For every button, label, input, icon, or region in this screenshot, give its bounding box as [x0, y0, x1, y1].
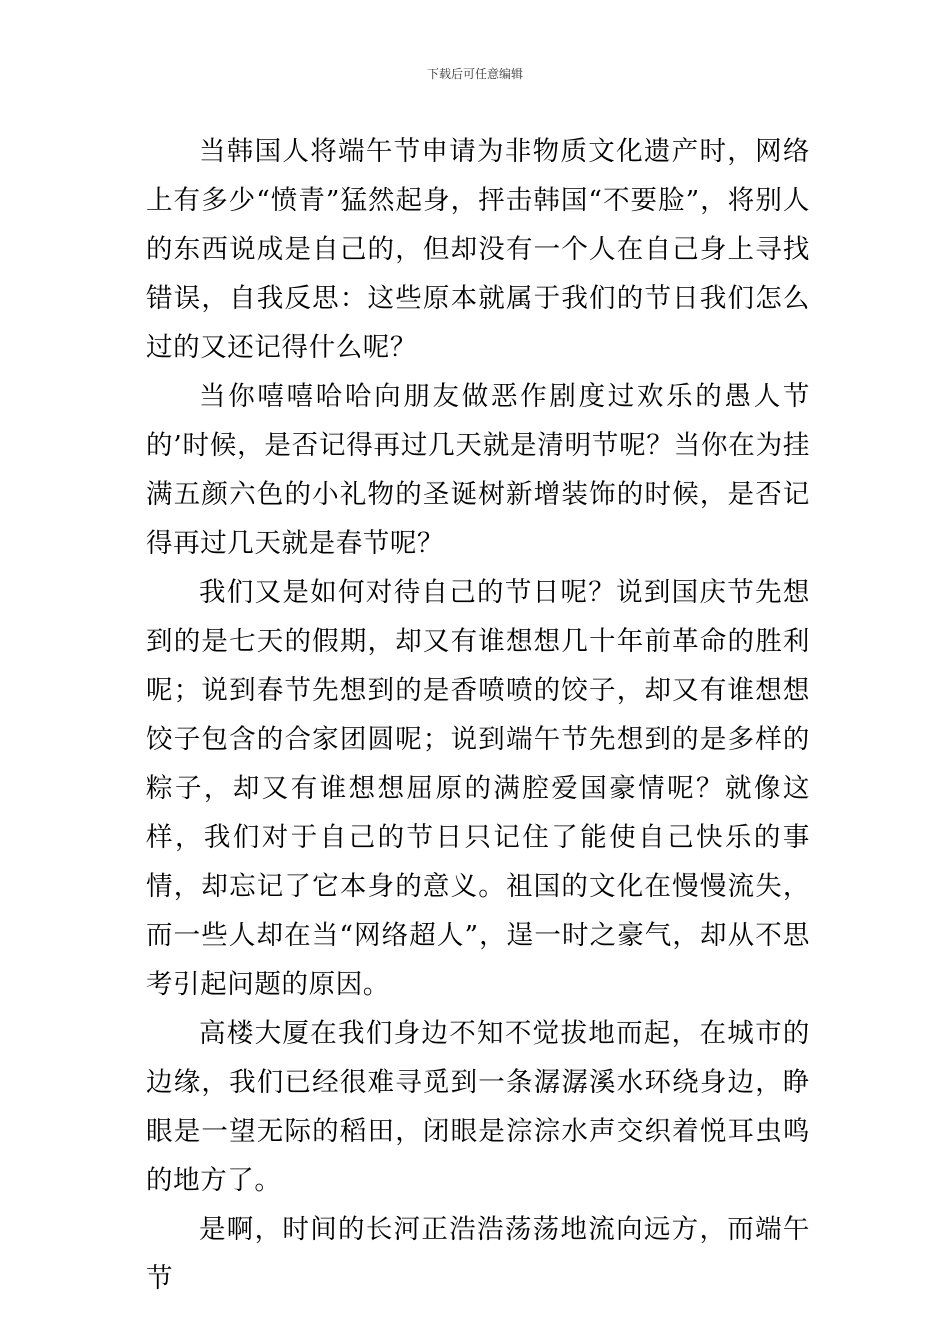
document-body — [146, 127, 810, 1303]
paragraph-3: 我们又是如何对待自己的节日呢？说到国庆节先想到的是七天的假期，却又有谁想想几十年前革命的胜利呢；说到春节先想到的是香喷喷的饺子，却又有谁想想饺子包含的合家团圆呢；说到端午节先想到的是多样的粽子，却又有谁想想屈原的满腔爱国豪情呢？就像这样，我们对于自己的节日只记住了能使自己快乐的事情，却忘记了它本身的意义。祖国的文化在慢慢流失，而一些人却在当“网络超人”，逞一时之豪气，却从不思考引起问题的原因。 — [146, 577, 810, 1000]
paragraph-5: 是啊，时间的长河正浩浩荡荡地流向远方，而端午节 — [146, 1214, 810, 1294]
paragraph-4: 高楼大厦在我们身边不知不觉拔地而起，在城市的边缘，我们已经很难寻觅到一条潺潺溪水环绕身边，睁眼是一望无际的稻田，闭眼是淙淙水声交织着悦耳虫鸣的地方了。 — [146, 1018, 810, 1196]
paragraph-1: 当韩国人将端午节申请为非物质文化遗产时，网络上有多少“愤青”猛然起身，抨击韩国“不要脸”，将别人的东西说成是自己的，但却没有一个人在自己身上寻找错误，自我反思：这些原本就属于我们的节日我们怎么过的又还记得什么呢？ — [146, 136, 810, 363]
paragraph-2: 当你嘻嘻哈哈向朋友做恶作剧度过欢乐的愚人节的’时候，是否记得再过几天就是清明节呢？当你在为挂满五颜六色的小礼物的圣诞树新增装饰的时候，是否记得再过几天就是春节呢？ — [146, 381, 810, 559]
page-header: 下载后可任意编辑 — [426, 67, 523, 81]
